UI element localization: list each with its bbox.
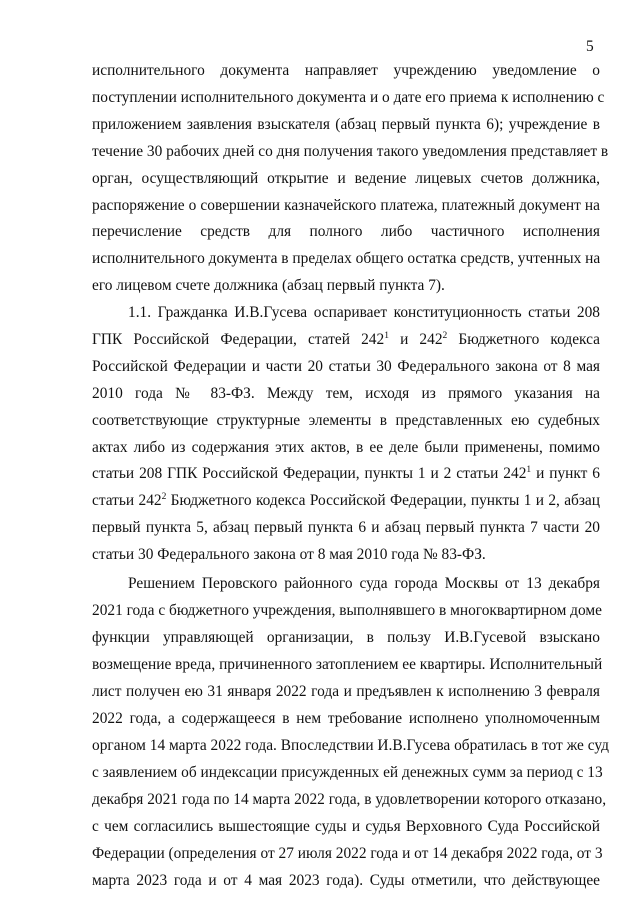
text-line: 2010 года № 83-ФЗ. Между тем, исходя из прямого указания на bbox=[92, 385, 600, 402]
text-line: исполнительного документа в пределах общего остатка средств, учтенных на bbox=[92, 250, 601, 267]
text-line: статьи 30 Федерального закона от 8 мая 2010 года № 83-ФЗ. bbox=[92, 546, 486, 563]
text-line: с чем согласились вышестоящие суды и судья Верховного Суда Российской bbox=[92, 818, 600, 835]
text-line: приложением заявления взыскателя (абзац первый пункта 6); учреждение в bbox=[92, 116, 600, 133]
text-line: исполнительного документа направляет учреждению уведомление о bbox=[92, 62, 600, 79]
text-line: первый пункта 5, абзац первый пункта 6 и абзац первый пункта 7 части 20 bbox=[92, 519, 600, 536]
text-line: функции управляющей организации, в пользу И.В.Гусевой взыскано bbox=[92, 629, 600, 646]
text-line: с заявлением об индексации присужденных ей денежных сумм за период с 13 bbox=[92, 764, 603, 781]
text-line: Российской Федерации и части 20 статьи 30 Федерального закона от 8 мая bbox=[92, 358, 600, 375]
paragraph-first-line: 1.1. Гражданка И.В.Гусева оспаривает конституционность статьи 208 bbox=[128, 304, 600, 321]
page-number: 5 bbox=[586, 38, 594, 55]
text-line: течение 30 рабочих дней со дня получения такого уведомления представляет в bbox=[92, 143, 609, 160]
superscript: 1 bbox=[526, 464, 532, 475]
text-line: возмещение вреда, причиненного затоплением ее квартиры. Исполнительный bbox=[92, 656, 603, 673]
text-line: лист получен ею 31 января 2022 года и предъявлен к исполнению 3 февраля bbox=[92, 683, 600, 700]
text-line: актах либо из содержания этих актов, в ее деле были применены, помимо bbox=[92, 439, 600, 456]
text-line: поступлении исполнительного документа и о дате его приема к исполнению с bbox=[92, 89, 605, 106]
text-line: статьи $242^2$ Бюджетного кодекса Российской Федерации, пункты 1 и 2, абзац bbox=[92, 491, 600, 509]
text-line: соответствующие структурные элементы в представленных ею судебных bbox=[92, 412, 600, 429]
text-line: Федерации (определения от 27 июля 2022 года и от 14 декабря 2022 года, от 3 bbox=[92, 845, 603, 862]
text-line: его лицевом счете должника (абзац первый пункта 7). bbox=[92, 277, 445, 294]
text-line: органом 14 марта 2022 года. Впоследствии И.В.Гусева обратилась в тот же суд bbox=[92, 737, 609, 754]
text-line: распоряжение о совершении казначейского платежа, платежный документ на bbox=[92, 197, 600, 214]
text-line: марта 2023 года и от 4 мая 2023 года). Суды отметили, что действующее bbox=[92, 872, 600, 889]
superscript: 2 bbox=[442, 330, 448, 341]
paragraph-first-line: Решением Перовского районного суда города Москвы от 13 декабря bbox=[128, 575, 600, 592]
text-line: декабря 2021 года по 14 марта 2022 года, в удовлетворении которого отказано, bbox=[92, 791, 607, 808]
text-line: 2022 года, а содержащееся в нем требование исполнено уполномоченным bbox=[92, 710, 600, 727]
text-line: статьи 208 ГПК Российской Федерации, пункты 1 и 2 статьи $242^1$ и пункт 6 bbox=[92, 464, 600, 482]
text-line: перечисление средств для полного либо частичного исполнения bbox=[92, 223, 600, 240]
superscript: 1 bbox=[384, 330, 389, 341]
text-line: ГПК Российской Федерации, статей $242^1$ и $242^2$ Бюджетного кодекса bbox=[92, 330, 600, 348]
superscript: 2 bbox=[161, 491, 167, 502]
text-line: орган, осуществляющий открытие и ведение лицевых счетов должника, bbox=[92, 170, 600, 187]
text-line: 2021 года с бюджетного учреждения, выполнявшего в многоквартирном доме bbox=[92, 602, 602, 619]
